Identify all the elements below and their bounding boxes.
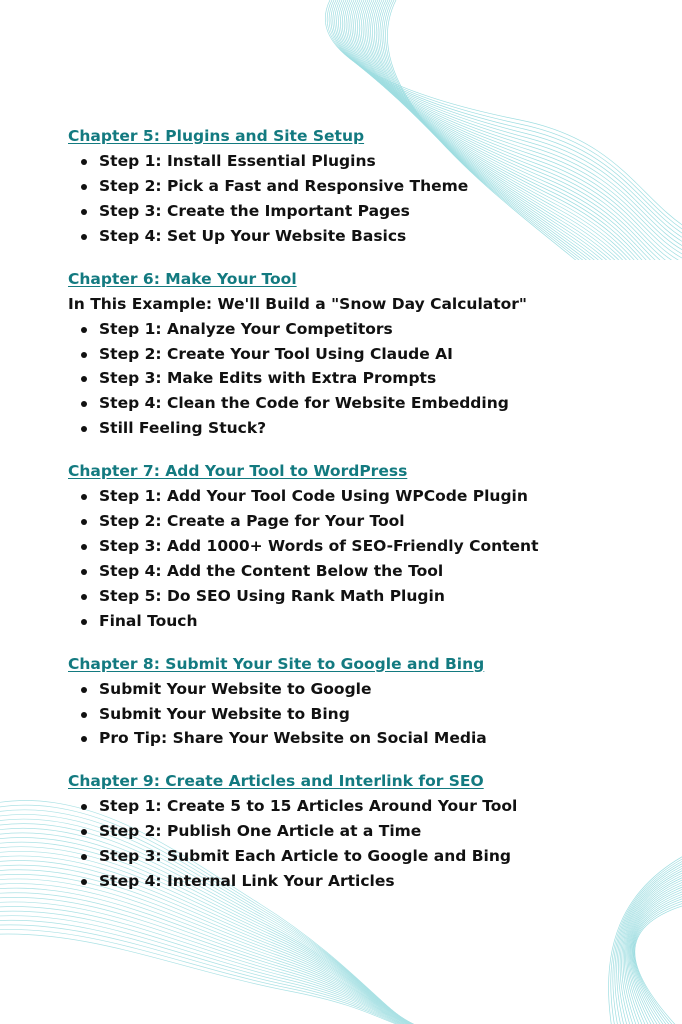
chapter-9-link[interactable]: Chapter 9: Create Articles and Interlink for SEO <box>68 772 484 791</box>
chapter-9-steps <box>68 794 668 894</box>
list-item: Step 4: Add the Content Below the Tool <box>78 559 668 584</box>
list-item: Step 2: Publish One Article at a Time <box>78 819 668 844</box>
list-item: Submit Your Website to Bing <box>78 702 668 727</box>
chapter-6-intro: In This Example: We'll Build a "Snow Day Calculator" <box>68 294 528 313</box>
list-item: Step 3: Add 1000+ Words of SEO-Friendly Content <box>78 534 668 559</box>
table-of-contents <box>68 124 668 912</box>
list-item: Step 1: Add Your Tool Code Using WPCode Plugin <box>78 484 668 509</box>
list-item: Step 1: Analyze Your Competitors <box>78 317 668 342</box>
chapter-5-section <box>68 124 668 249</box>
list-item: Step 2: Create Your Tool Using Claude AI <box>78 342 668 367</box>
chapter-6-section <box>68 267 668 442</box>
chapter-8-link[interactable]: Chapter 8: Submit Your Site to Google and Bing <box>68 654 485 673</box>
list-item: Pro Tip: Share Your Website on Social Media <box>78 726 668 751</box>
chapter-5-steps <box>68 149 668 249</box>
list-item: Submit Your Website to Google <box>78 677 668 702</box>
chapter-6-link[interactable]: Chapter 6: Make Your Tool <box>68 269 297 288</box>
chapter-8-section <box>68 652 668 752</box>
list-item: Step 3: Submit Each Article to Google and Bing <box>78 844 668 869</box>
list-item: Step 4: Clean the Code for Website Embedding <box>78 391 668 416</box>
chapter-5-link[interactable]: Chapter 5: Plugins and Site Setup <box>68 127 365 145</box>
list-item: Still Feeling Stuck? <box>78 416 668 441</box>
list-item: Step 2: Create a Page for Your Tool <box>78 509 668 534</box>
chapter-8-steps <box>68 677 668 752</box>
list-item: Step 4: Set Up Your Website Basics <box>78 224 668 249</box>
chapter-6-steps <box>68 317 668 442</box>
list-item: Step 3: Make Edits with Extra Prompts <box>78 366 668 391</box>
list-item: Step 3: Create the Important Pages <box>78 199 668 224</box>
chapter-7-link[interactable]: Chapter 7: Add Your Tool to WordPress <box>68 462 408 481</box>
chapter-7-steps <box>68 484 668 633</box>
chapter-7-section <box>68 459 668 633</box>
list-item: Step 2: Pick a Fast and Responsive Theme <box>78 174 668 199</box>
list-item: Step 1: Create 5 to 15 Articles Around Your Tool <box>78 794 668 819</box>
list-item: Step 5: Do SEO Using Rank Math Plugin <box>78 584 668 609</box>
list-item: Step 4: Internal Link Your Articles <box>78 869 668 894</box>
chapter-9-section <box>68 769 668 894</box>
list-item: Step 1: Install Essential Plugins <box>78 149 668 174</box>
list-item: Final Touch <box>78 609 668 634</box>
